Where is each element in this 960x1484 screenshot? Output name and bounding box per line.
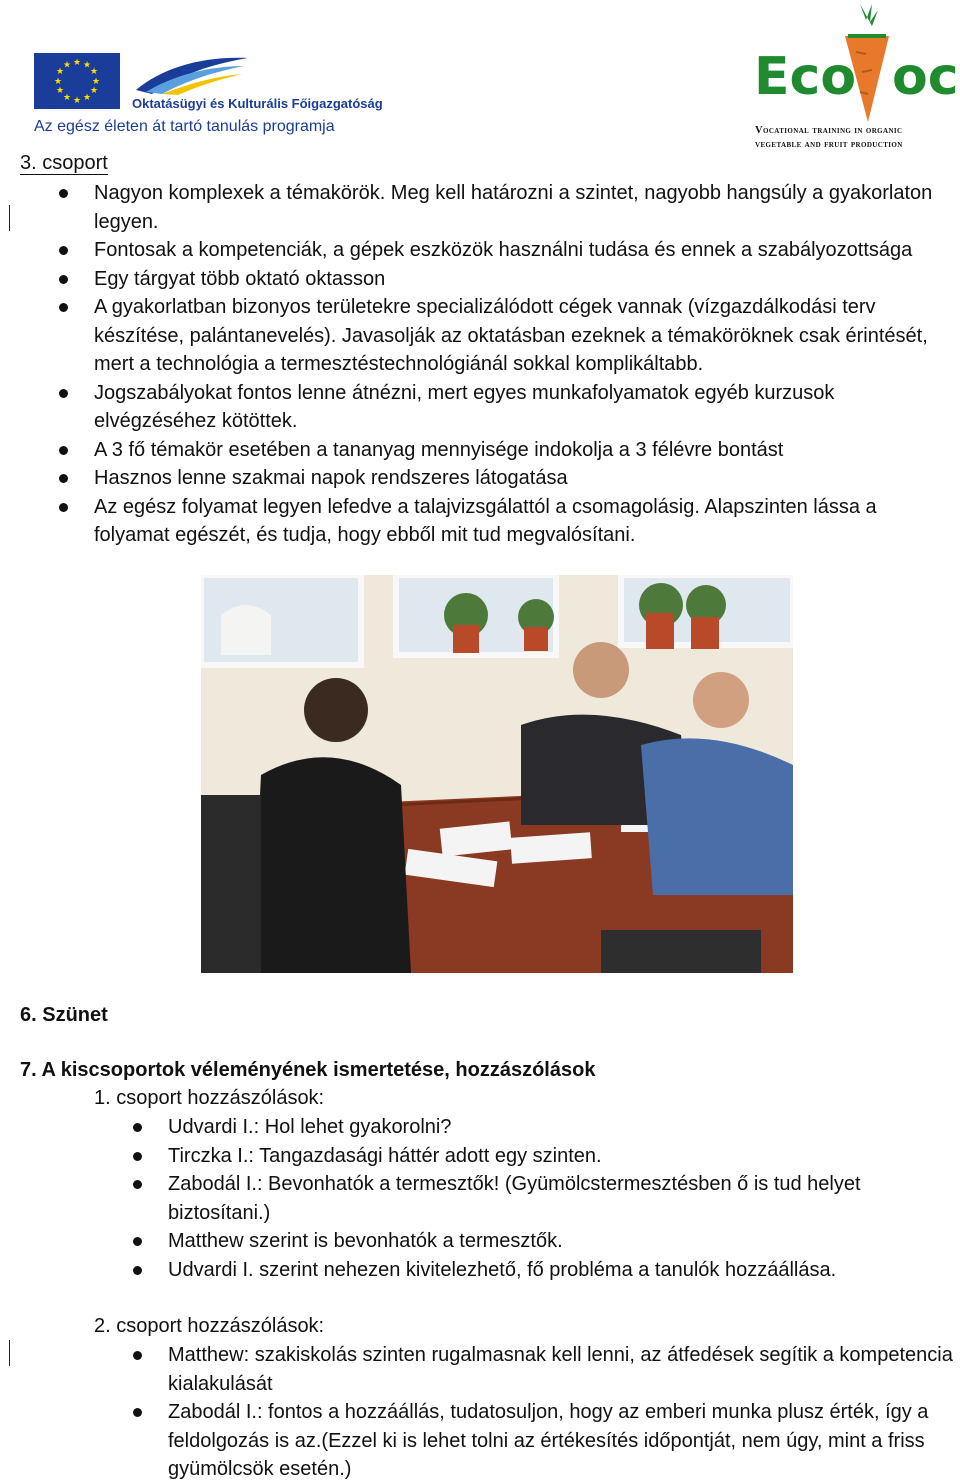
svg-text:★: ★ [89, 86, 99, 96]
svg-text:★: ★ [53, 77, 63, 87]
svg-text:★: ★ [62, 93, 72, 103]
list-item: Fontosak a kompetenciák, a gépek eszközök használni tudása és ennek a szabályozottsága [94, 236, 954, 265]
svg-text:★: ★ [55, 67, 65, 77]
list-item: Matthew: szakiskolás szinten rugalmasnak kell lenni, az átfedések segítik a kompetencia kialakulását [168, 1341, 958, 1398]
sub2-heading: 2. csoport hozzászólások: [94, 1315, 325, 1337]
programme-tagline: Az egész életen át tartó tanulás programja [34, 118, 335, 135]
list-item: A 3 fő témakör esetében a tananyag mennyisége indokolja a 3 félévre bontást [94, 436, 954, 465]
list-item: Zabodál I.: Bevonhatók a termesztők! (Gyümölcstermesztésben ő is tud helyet biztosítani.) [168, 1170, 958, 1227]
list-item: Hasznos lenne szakmai napok rendszeres látogatása [94, 464, 954, 493]
ecovoc-subtitle-line2: vegetable and fruit production [755, 139, 903, 150]
svg-text:★: ★ [62, 60, 72, 71]
group3-heading: 3. csoport [20, 152, 108, 174]
svg-text:★: ★ [72, 96, 82, 106]
section6-heading: 6. Szünet [20, 1004, 108, 1026]
svg-text:★: ★ [89, 67, 99, 77]
list-item: A gyakorlatban bizonyos területekre specializálódott cégek vannak (vízgazdálkodási terv készítése, palántanevelés). Javasolják az oktatásban ezeknek a témaköröknek csak érintését, mert a technológia a termesztéstechnológiánál sokkal komplikáltabb. [94, 293, 954, 379]
sub1-list [168, 1113, 958, 1284]
ecovoc-subtitle-line1: Vocational training in organic [755, 125, 903, 136]
list-item: Matthew szerint is bevonhatók a termesztők. [168, 1227, 958, 1256]
list-item: Az egész folyamat legyen lefedve a talajvizsgálattól a csomagolásig. Alapszinten lássa a folyamat egészét, és tudja, hogy ebből mit tud megvalósítani. [94, 493, 954, 550]
group3-list [94, 179, 954, 550]
list-item: Jogszabályokat fontos lenne átnézni, mert egyes munkafolyamatok egyéb kurzusok elvégzéséhez kötöttek. [94, 379, 954, 436]
list-item: Udvardi I. szerint nehezen kivitelezhető, fő probléma a tanulók hozzáállása. [168, 1256, 958, 1285]
section7-heading: 7. A kiscsoportok véleményének ismertetése, hozzászólások [20, 1059, 596, 1081]
svg-text:Eco: Eco [754, 47, 857, 107]
agency-swoosh-logo [132, 48, 250, 98]
revision-bar [9, 1340, 10, 1366]
list-item: Egy tárgyat több oktató oktasson [94, 265, 954, 294]
list-item: Tirczka I.: Tangazdasági háttér adott egy szinten. [168, 1142, 958, 1171]
meeting-photo [201, 575, 793, 973]
list-item: Zabodál I.: fontos a hozzáállás, tudatosuljon, hogy az emberi munka plusz érték, így a feldolgozás is az.(Ezzel ki is lehet tolni az értékesítés időpontját, nem úgy, mint a friss gyümölcsök esetén.) [168, 1398, 958, 1484]
svg-text:★: ★ [72, 58, 82, 68]
revision-bar [9, 205, 10, 231]
list-item: Nagyon komplexek a témakörök. Meg kell határozni a szintet, nagyobb hangsúly a gyakorlaton legyen. [94, 179, 954, 236]
list-item: Udvardi I.: Hol lehet gyakorolni? [168, 1113, 958, 1142]
sub2-list [168, 1341, 958, 1484]
svg-text:★: ★ [91, 77, 101, 87]
svg-text:★: ★ [82, 60, 92, 71]
eu-flag-logo [34, 53, 120, 109]
svg-text:oc: oc [892, 47, 957, 107]
ecovoc-logo [752, 2, 957, 127]
sub1-heading: 1. csoport hozzászólások: [94, 1087, 325, 1109]
svg-text:★: ★ [55, 86, 65, 96]
svg-text:★: ★ [82, 93, 92, 103]
agency-name: Oktatásügyi és Kulturális Főigazgatóság [132, 96, 383, 111]
